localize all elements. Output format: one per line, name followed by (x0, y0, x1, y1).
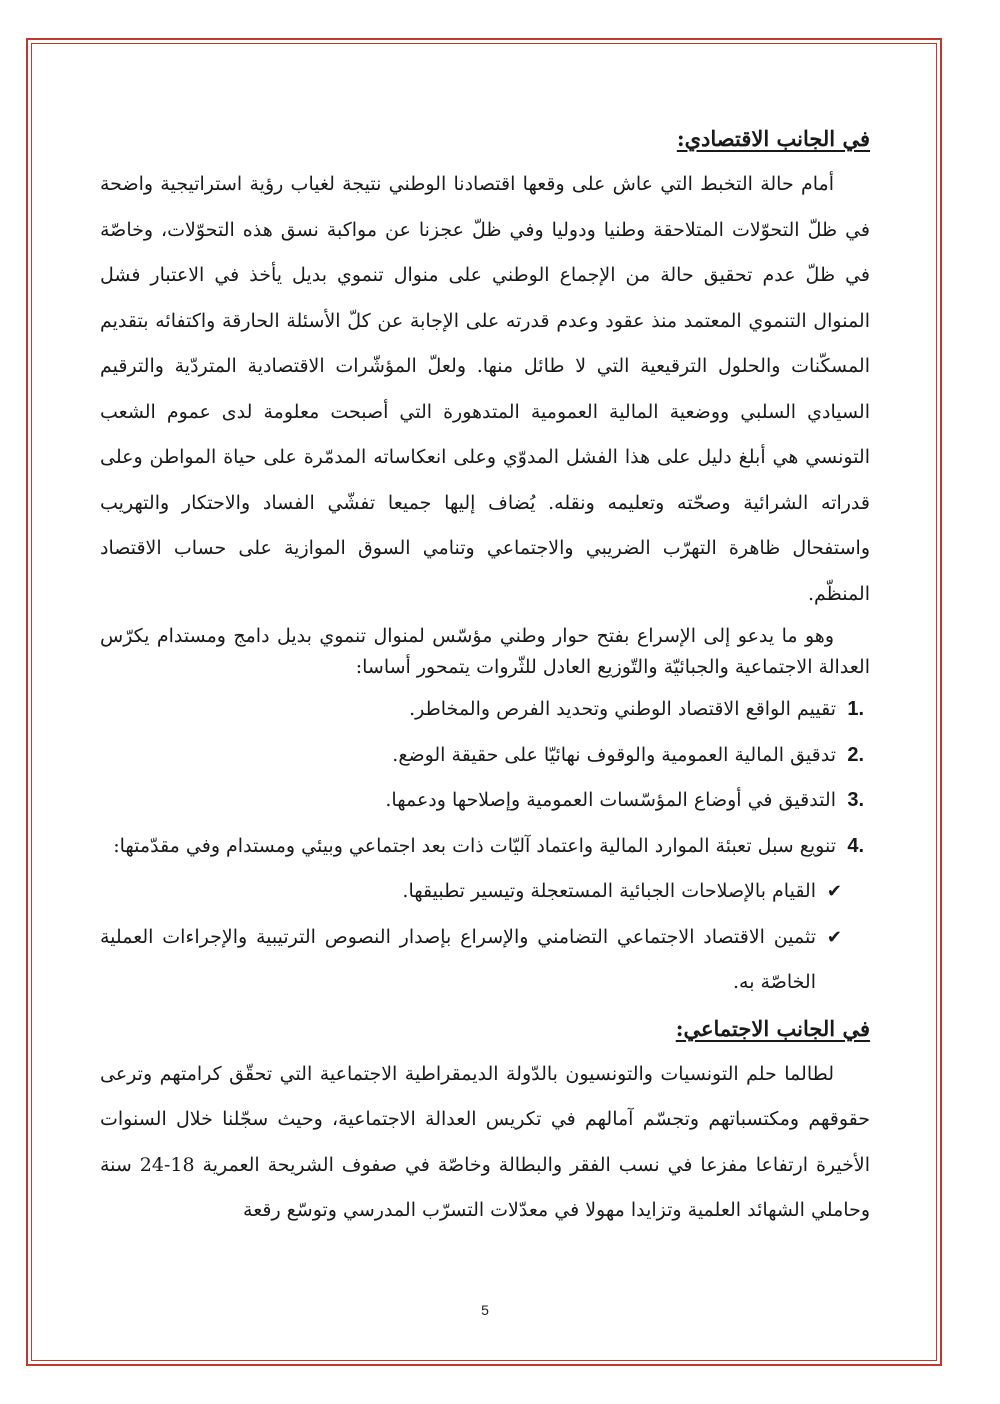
list-item-number: .1 (847, 698, 864, 720)
social-paragraph-1: لطالما حلم التونسيات والتونسيون بالدّولة الديمقراطية الاجتماعية التي تحقّق كرامتهم وترعى حقوقهم ومكتسباتهم وتجسّم آمالهم في تكريس العدالة الاجتماعية، وحيث سجّلنا خلال السنوات الأخيرة ارتفاعا مفزعا في نسب الفقر والبطالة وخاصّة في صفوف الشريحة العمرية 18-24 سنة وحاملي الشهائد العلمية وتزايدا مهولا في معدّلات التسرّب المدرسي وتوسّع رقعة (100, 1062, 870, 1221)
numbered-list (100, 687, 870, 869)
list-item-text: تدقيق المالية العمومية والوقوف نهائيّا على حقيقة الوضع. (392, 743, 836, 766)
social-heading: في الجانب الاجتماعي: (675, 1015, 870, 1041)
list-item-text: تقييم الواقع الاقتصاد الوطني وتحديد الفرص والمخاطر. (409, 698, 836, 720)
list-item-text: تنويع سبل تعبئة الموارد المالية واعتماد آليّات ذات بعد اجتماعي وبيئي ومستدام وفي مقدّمتها: (113, 834, 836, 857)
check-item (100, 915, 842, 1006)
check-item-text: تثمين الاقتصاد الاجتماعي التضامني والإسراع بإصدار النصوص الترتيبية والإجراءات العملية الخاصّة به. (100, 925, 816, 993)
check-item-text: القيام بالإصلاحات الجبائية المستعجلة وتيسير تطبيقها. (402, 880, 816, 902)
economic-heading: في الجانب الاقتصادي: (676, 126, 870, 151)
list-item-number: .4 (847, 834, 864, 857)
checkmark-icon: ✔ (826, 881, 842, 902)
checkmark-list (100, 869, 870, 1006)
list-item (100, 824, 864, 870)
checkmark-icon: ✔ (826, 926, 842, 948)
economic-paragraph-1: أمام حالة التخبط التي عاش على وقعها اقتصادنا الوطني نتيجة لغياب رؤية استراتيجية واضحة في ظلّ التحوّلات المتلاحقة وطنيا ودوليا وفي ظلّ عجزنا عن مواكبة نسق هذه التحوّلات، وخاصّة في ظلّ عدم تحقيق حالة من الإجماع الوطني على منوال تنموي بديل يأخذ في الاعتبار فشل المنوال التنموي المعتمد منذ عقود وعدم قدرته على الإجابة عن كلّ الأسئلة الحارقة واكتفائه بتقديم المسكّنات والحلول الترقيعية التي لا طائل منها. ولعلّ المؤشّرات الاقتصادية المتردّية والترقيم السيادي السلبي ووضعية المالية العمومية المتدهورة التي أصبحت معلومة لدى عموم الشعب التونسي هي أبلغ دليل على هذا الفشل المدوّي وعلى انعكاساته المدمّرة على حياة المواطن وعلى قدراته الشرائية وصحّته وتعليمه ونقله. يُضاف إليها جميعا تفشّي الفساد والاحتكار والتهريب واستفحال ظاهرة التهرّب الضريبي والاجتماعي وتنامي السوق الموازية على حساب الاقتصاد المنظّم. (100, 173, 870, 605)
check-item (100, 869, 842, 915)
list-item (100, 687, 864, 733)
list-item (100, 778, 864, 824)
list-item-text: التدقيق في أوضاع المؤسّسات العمومية وإصلاحها ودعمها. (385, 789, 836, 811)
list-item (100, 733, 864, 779)
list-item-number: .2 (847, 743, 864, 766)
page-number: 5 (481, 1302, 489, 1318)
economic-paragraph-2: وهو ما يدعو إلى الإسراع بفتح حوار وطني مؤسّس لمنوال تنموي بديل دامج ومستدام يكرّس العدالة الاجتماعية والجبائيّة والتّوزيع العادل للثّروات يتمحور أساسا: (100, 625, 870, 678)
list-item-number: .3 (847, 789, 864, 811)
document-body (100, 122, 870, 1234)
